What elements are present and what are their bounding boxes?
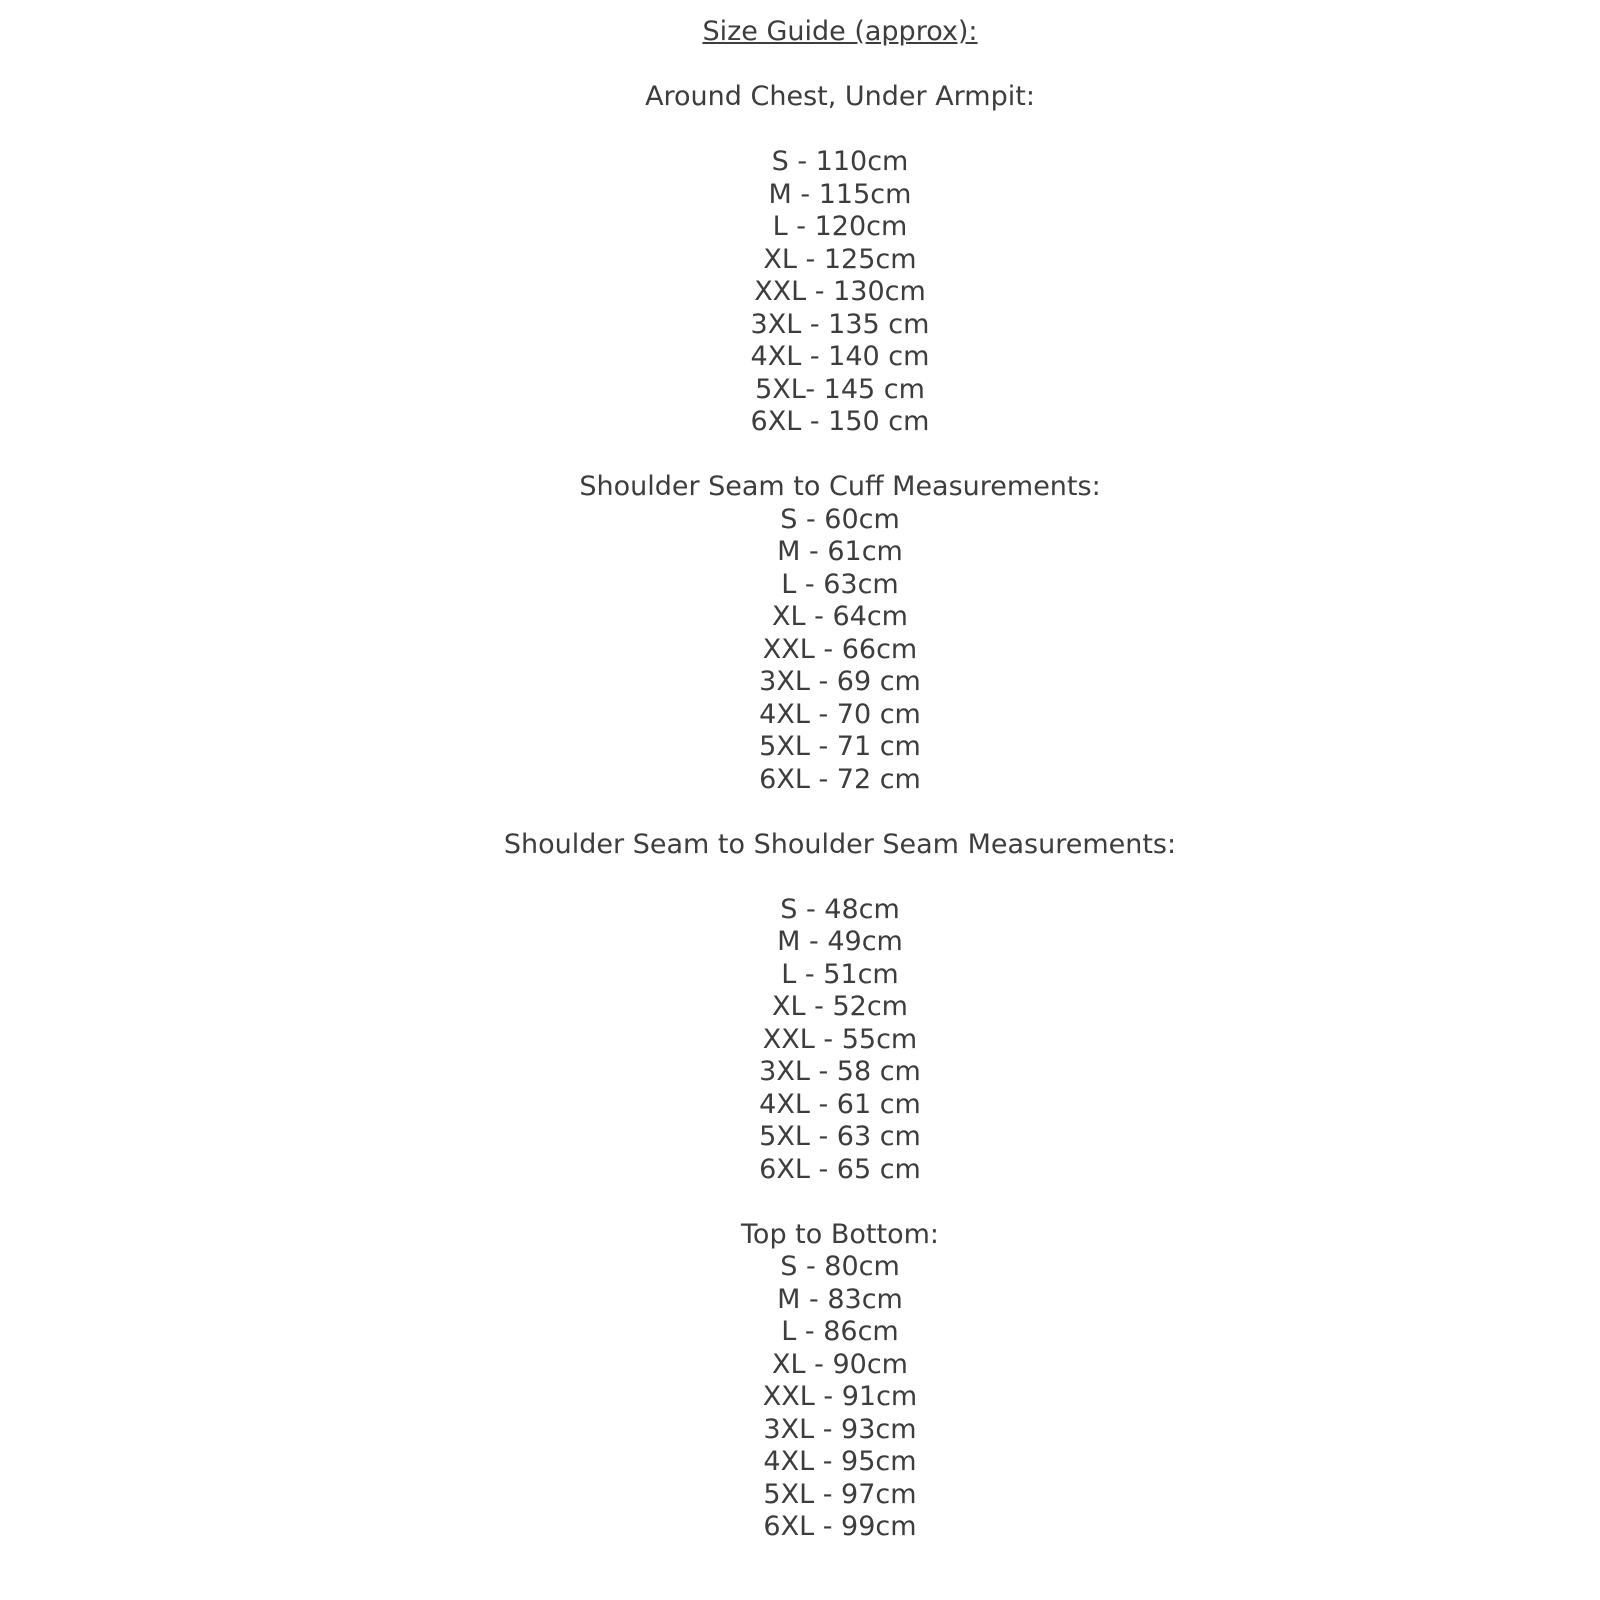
size-line: L - 86cm	[781, 1316, 899, 1347]
spacer	[80, 1186, 1600, 1219]
size-line: 3XL - 69 cm	[759, 666, 921, 697]
size-line: XL - 90cm	[772, 1348, 908, 1380]
size-line: M - 115cm	[768, 178, 912, 210]
size-line: M - 83cm	[777, 1283, 903, 1315]
size-line: 4XL - 61 cm	[759, 1088, 921, 1120]
size-line: XXL - 91cm	[762, 1381, 918, 1412]
size-line: L - 120cm	[772, 211, 908, 242]
size-line: XL - 64cm	[772, 601, 908, 632]
size-line: 5XL - 63 cm	[759, 1121, 921, 1152]
size-line: XL - 52cm	[772, 991, 908, 1022]
spacer	[80, 439, 1600, 472]
page-title: Size Guide (approx):	[702, 16, 978, 47]
size-line: 3XL - 58 cm	[759, 1056, 921, 1087]
size-line: 3XL - 135 cm	[750, 308, 930, 340]
spacer	[80, 796, 1600, 829]
section-heading: Top to Bottom:	[741, 1218, 939, 1250]
section-heading: Shoulder Seam to Shoulder Seam Measurements:	[503, 828, 1177, 860]
size-line: M - 49cm	[777, 926, 903, 957]
size-line: S - 110cm	[771, 146, 909, 177]
section-heading: Around Chest, Under Armpit:	[645, 81, 1035, 112]
size-line: XXL - 66cm	[762, 633, 918, 665]
size-line: 3XL - 93cm	[763, 1413, 917, 1445]
size-line: XXL - 55cm	[762, 1023, 918, 1055]
spacer	[80, 114, 1600, 147]
size-line: XXL - 130cm	[754, 276, 926, 307]
size-line: 5XL - 97cm	[763, 1478, 917, 1510]
size-line: 5XL - 71 cm	[759, 731, 921, 762]
size-line: L - 63cm	[781, 568, 899, 600]
size-line: 6XL - 72 cm	[759, 763, 921, 795]
size-line: S - 48cm	[780, 893, 900, 925]
size-line: 4XL - 70 cm	[759, 698, 921, 730]
size-line: XL - 125cm	[763, 243, 917, 275]
size-line: S - 60cm	[780, 503, 900, 535]
size-line: 6XL - 65 cm	[759, 1153, 921, 1185]
section-heading: Shoulder Seam to Cuff Measurements:	[579, 471, 1101, 502]
size-line: M - 61cm	[777, 536, 903, 567]
spacer	[80, 49, 1600, 82]
size-line: S - 80cm	[780, 1251, 900, 1282]
size-line: 5XL- 145 cm	[755, 373, 925, 405]
size-line: 4XL - 95cm	[763, 1446, 917, 1477]
size-line: 6XL - 150 cm	[750, 406, 930, 437]
size-line: 4XL - 140 cm	[750, 341, 930, 372]
size-line: 6XL - 99cm	[763, 1511, 917, 1542]
spacer	[80, 861, 1600, 894]
size-line: L - 51cm	[781, 958, 899, 990]
size-guide-sections	[80, 81, 1600, 1544]
